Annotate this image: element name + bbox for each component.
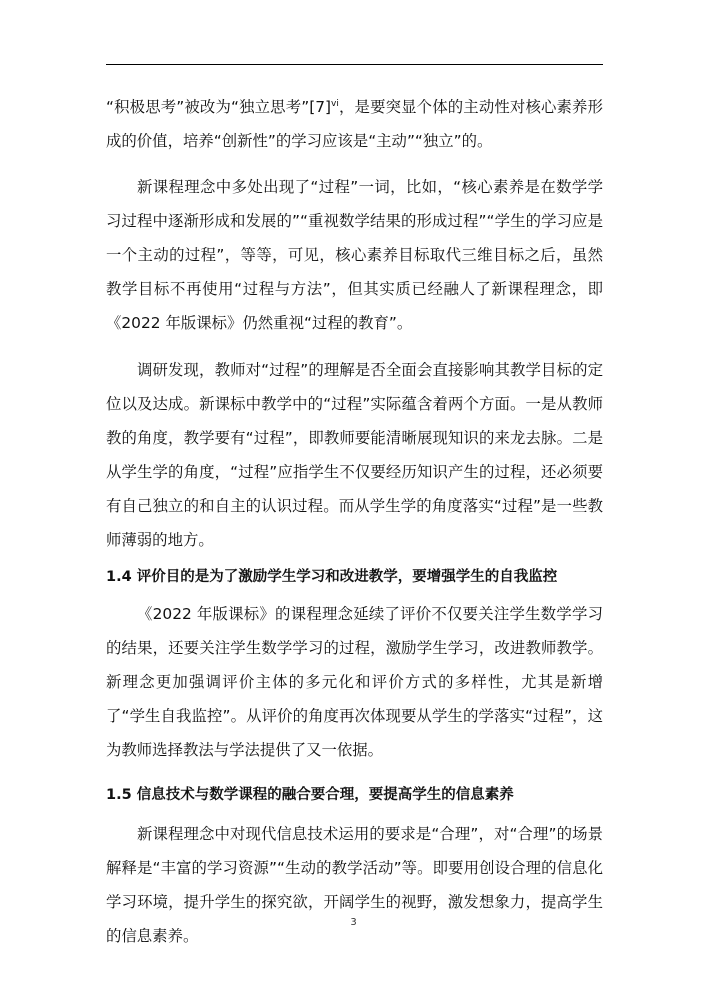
section-heading-1-5: 1.5 信息技术与数学课程的融合要合理，要提高学生的信息素养 bbox=[106, 787, 514, 803]
paragraph-survey: 调研发现，教师对“过程”的理解是否全面会直接影响其教学目标的定位以及达成。新课标中教学中的“过程”实际蕴含着两个方面。一是从教师教的角度，教学要有“过程”，即教师要能清晰展现知识的来龙去脉。二是从学生学的角度，“过程”应指学生不仅要经历知识产生的过程，还必须要有自己独立的和自主的认识过程。而从学生学的角度落实“过程”是一些教师薄弱的地方。 bbox=[106, 361, 603, 549]
paragraph-evaluation: 《2022 年版课标》的课程理念延续了评价不仅要关注学生数学学习的结果，还要关注学生数学学习的过程，激励学生学习，改进教师教学。新理念更加强调评价主体的多元化和评价方式的多样性，尤其是新增了“学生自我监控”。从评价的角度再次体现要从学生的学落实“过程”，这为教师选择教法与学法提供了又一依据。 bbox=[106, 605, 603, 759]
header-rule bbox=[106, 64, 603, 65]
document-body bbox=[106, 90, 603, 953]
page-number: 3 bbox=[350, 917, 357, 928]
footnote-marker: vi bbox=[331, 98, 339, 109]
section-heading-1-4: 1.4 评价目的是为了激励学生学习和改进教学，要增强学生的自我监控 bbox=[106, 569, 558, 585]
paragraph-process: 新课程理念中多处出现了“过程”一词，比如，“核心素养是在数学学习过程中逐渐形成和发展的”“重视数学结果的形成过程”“学生的学习应是一个主动的过程”，等等，可见，核心素养目标取代三维目标之后，虽然教学目标不再使用“过程与方法”，但其实质已经融人了新课程理念，即《2022 年版课标》仍然重视“过程的教育”。 bbox=[106, 178, 603, 332]
paragraph-text: “积极思考”被改为“独立思考”[7] bbox=[106, 98, 332, 116]
paragraph-continued bbox=[106, 90, 603, 158]
paragraph-text-after: ，是要突显个体的主动性对核心素养形成的价值，培养“创新性”的学习应该是“主动”“独立”的。 bbox=[106, 98, 603, 150]
paragraph-info-tech: 新课程理念中对现代信息技术运用的要求是“合理”，对“合理”的场景解释是“丰富的学习资源”“生动的教学活动”等。即要用创设合理的信息化学习环境，提升学生的探究欲，开阔学生的视野，激发想象力，提高学生的信息素养。 bbox=[106, 825, 603, 945]
